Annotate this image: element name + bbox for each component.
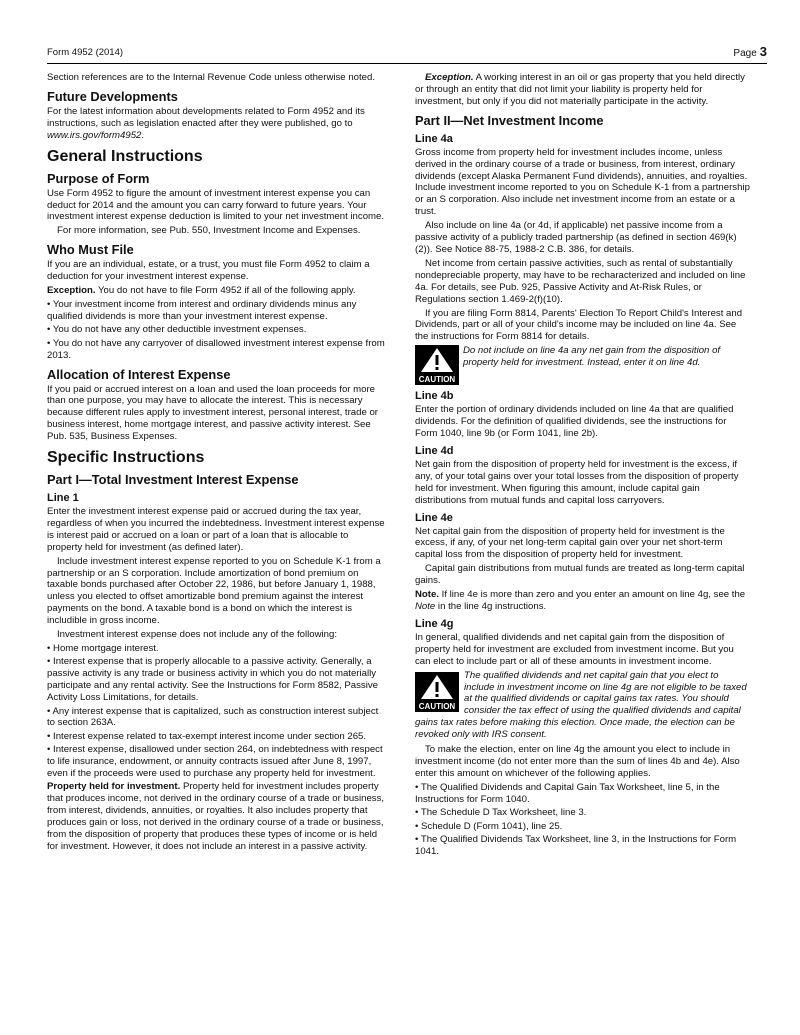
purpose-paragraph: For more information, see Pub. 550, Investment Income and Expenses. (57, 225, 361, 237)
caution-icon (415, 345, 459, 385)
line4e-paragraph: Capital gain distributions from mutual funds are treated as long-term capital gains. (415, 563, 745, 587)
line1-paragraph: Investment interest expense does not include any of the following: (57, 629, 337, 641)
list-item: • The Schedule D Tax Worksheet, line 3. (415, 807, 587, 819)
form-label: Form 4952 (2014) (47, 47, 124, 58)
page-header (47, 44, 767, 59)
line4a-paragraph: If you are filing Form 8814, Parents' Election To Report Child's Interest and Dividends, part or all of your child's income may be included on line 4a. See the instructions for Form 8814 for details. (415, 307, 743, 343)
list-item: • You do not have any carryover of disallowed investment interest expense from 2013. (47, 337, 385, 361)
line1-heading: Line 1 (47, 492, 79, 505)
caution-text: The qualified dividends and net capital gain that you elect to include in investment income on line 4g are not eligible to be taxed at the qualified dividends or capital gains tax rates. You should consider the tax effect of using the qualified dividends and capital gains tax rates before making this election. Once made, the election can be revoked only with IRS consent. (415, 669, 747, 741)
line4e-heading: Line 4e (415, 511, 453, 524)
caution-text: Do not include on line 4a any net gain from the disposition of property held for investment. Instead, enter it on line 4d. (463, 345, 721, 369)
list-item: • You do not have any other deductible investment expenses. (47, 324, 307, 336)
line4g-heading: Line 4g (415, 617, 454, 630)
specific-instructions-heading: Specific Instructions (47, 449, 205, 467)
allocation-heading: Allocation of Interest Expense (47, 366, 231, 382)
future-developments-text: For the latest information about developments related to Form 4952 and its instructions, such as legislation enacted after they were published, go to www.irs.gov/form4952. (47, 105, 365, 141)
list-item: • Schedule D (Form 1041), line 25. (415, 820, 563, 832)
general-instructions-heading: General Instructions (47, 147, 203, 165)
list-item: • Interest expense related to tax-exempt interest income under section 265. (47, 730, 367, 742)
caution-box (415, 670, 751, 741)
list-item: • Interest expense, disallowed under section 264, on indebtedness with respect to life insurance, endowment, or annuity contracts issued after June 8, 1997, even if the proceeds were used to purchase any property held for investment. (47, 744, 383, 780)
line4a-paragraph: Net income from certain passive activities, such as rental of substantially nondepreciable property, may have to be recharacterized and included on line 4a. For details, see Pub. 925, Passive Activity and At-Risk Rules, or Regulations section 1.469-2(f)(10). (415, 257, 746, 305)
list-item: • Any interest expense that is capitalized, such as construction interest subject to section 263A. (47, 705, 379, 729)
property-paragraph: Property held for investment. Property held for investment includes property that produces income, not derived in the ordinary course of a trade or business, from interest, dividends, annuities, or royalties. It also includes property that produces gain or loss, not derived in the ordinary course of a trade or business, from the disposition of property that produces these types of income or is held for investment. However, it does not include an interest in a passive activity. (47, 781, 385, 852)
future-url-link[interactable]: www.irs.gov/form4952 (47, 129, 142, 141)
line4d-heading: Line 4d (415, 444, 454, 457)
who-must-file-heading: Who Must File (47, 242, 134, 258)
list-item: • Interest expense that is properly allocable to a passive activity. Generally, a passive activity is any trade or business activity in which you do not materially participate and any rental activity. See the Instructions for Form 8582, Passive Activity Loss Limitations, for details. (47, 656, 378, 704)
exception-paragraph: Exception. A working interest in an oil or gas property that you held directly or through an entity that did not limit your liability is property held for investment, but only if you did not materially participate in the activity. (415, 72, 745, 107)
part1-heading: Part I—Total Investment Interest Expense (47, 472, 299, 488)
list-item: • The Qualified Dividends and Capital Gain Tax Worksheet, line 5, in the Instructions for Form 1040. (415, 781, 720, 805)
who-must-file-paragraph: If you are an individual, estate, or a trust, you must file Form 4952 to claim a deduction for your investment interest expense. (47, 259, 370, 283)
line1-paragraph: Include investment interest expense reported to you on Schedule K-1 from a partnership or an S corporation. Include amortization of bond premium on taxable bonds purchased after October 22, 1986, but before January 1, 1988, unless you elected to offset amortizable bond premium against the interest payments on the bond. A taxable bond is a bond on which the interest is includible in gross income. (47, 555, 381, 627)
exception-paragraph: Exception. You do not have to file Form 4952 if all of the following apply. (47, 285, 356, 297)
list-item: • The Qualified Dividends Tax Worksheet, line 3, in the Instructions for Form 1041. (415, 833, 737, 857)
future-developments-heading: Future Developments (47, 88, 178, 104)
list-item: • Your investment income from interest and ordinary dividends minus any qualified dividends is more than your investment interest expense. (47, 298, 357, 322)
line4b-heading: Line 4b (415, 390, 454, 403)
caution-box (415, 345, 751, 385)
page-label: Page (733, 48, 757, 59)
line4g-paragraph: In general, qualified dividends and net capital gain from the disposition of property held for investment are excluded from investment income. But you can elect to include part or all of these amounts in investment income. (415, 631, 734, 667)
note-paragraph: Note. If line 4e is more than zero and you enter an amount on line 4g, see the Note in the line 4g instructions. (415, 589, 746, 612)
line4g-paragraph: To make the election, enter on line 4g the amount you elect to include in investment income (do not enter more than the sum of lines 4b and 4e). Also enter this amount on whichever of the following applies. (415, 744, 740, 779)
line4a-paragraph: Gross income from property held for investment includes income, unless derived in the ordinary course of a trade or business, from interest, ordinary dividends (except Alaska Permanent Fund dividends), annuities, and royalties. Include investment income reported to you on Schedule K-1 from a partnership or an S corporation. Also include net investment income from an estate or a trust. (415, 146, 750, 218)
line4b-paragraph: Enter the portion of ordinary dividends included on line 4a that are qualified dividends. For the definition of qualified dividends, see the instructions for Form 1040, line 9b (or Form 1041, line 2b). (415, 404, 734, 440)
header-rule (47, 63, 767, 64)
line4a-heading: Line 4a (415, 132, 453, 145)
left-column (47, 72, 385, 855)
caution-label: CAUTION (418, 375, 456, 385)
page-number-block (733, 44, 767, 59)
purpose-paragraph: Use Form 4952 to figure the amount of investment interest expense you can deduct for 2014 and the amount you can carry forward to future years. Your investment interest expense deduction is limited to your net investment income. (47, 187, 385, 223)
part2-heading: Part II—Net Investment Income (415, 112, 604, 128)
line4a-paragraph: Also include on line 4a (or 4d, if applicable) net passive income from a passive activity of a publicly traded partnership (as defined in section 469(k)(2)). See Notice 88-75, 1988-2 C.B. 386, for details. (415, 220, 737, 255)
caution-label: CAUTION (418, 701, 456, 711)
line4d-paragraph: Net gain from the disposition of property held for investment is the excess, if any, of your total gains over your total losses from the disposition of property held for investment. When figuring this amount, include capital gain distributions from mutual funds and capital loss carryovers. (415, 458, 739, 506)
caution-icon (415, 672, 459, 712)
page-number: 3 (759, 44, 767, 59)
line4e-paragraph: Net capital gain from the disposition of property held for investment is the excess, if any, of your net long-term capital gain over your net short-term capital loss from the disposition of property held for investment. (415, 525, 725, 561)
purpose-heading: Purpose of Form (47, 170, 150, 186)
right-column (415, 72, 751, 859)
intro-text: Section references are to the Internal Revenue Code unless otherwise noted. (47, 72, 375, 83)
allocation-paragraph: If you paid or accrued interest on a loan and used the loan proceeds for more than one purpose, you may have to allocate the interest. This is necessary because different rules apply to investment interest, personal interest, trade or business interest, home mortgage interest, and passive activity interest. See Pub. 535, Business Expenses. (47, 383, 378, 443)
list-item: • Home mortgage interest. (47, 643, 159, 654)
line1-paragraph: Enter the investment interest expense paid or accrued during the tax year, regardless of when you incurred the indebtedness. Investment interest expense is interest paid or accrued on a loan or part of a loan that is allocable to property held for investment (as defined later). (47, 506, 385, 553)
